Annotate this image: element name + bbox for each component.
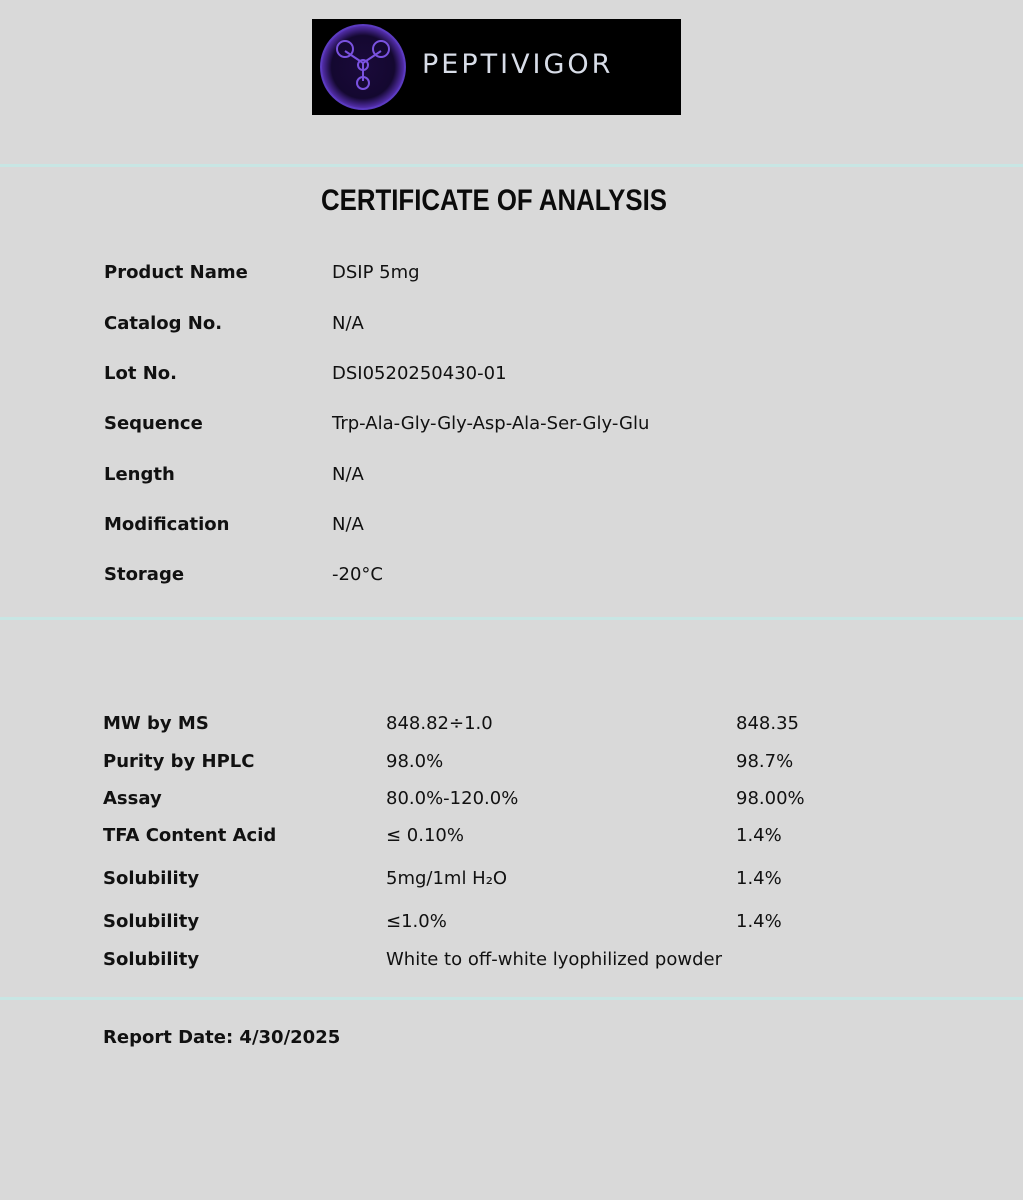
result-value: 1.4% — [736, 825, 782, 846]
result-value: 98.00% — [736, 788, 805, 809]
brand-name: PEPTIVIGOR — [422, 49, 614, 80]
info-label: Sequence — [104, 413, 203, 434]
info-value: N/A — [332, 464, 364, 485]
divider-middle — [0, 617, 1023, 620]
info-value: -20°C — [332, 564, 383, 585]
info-value: N/A — [332, 313, 364, 334]
result-label: MW by MS — [103, 713, 209, 734]
page-title: CERTIFICATE OF ANALYSIS — [321, 184, 667, 217]
result-value: 848.35 — [736, 713, 799, 734]
result-spec: ≤ 0.10% — [386, 825, 464, 846]
report-date: Report Date: 4/30/2025 — [103, 1027, 341, 1048]
info-label: Product Name — [104, 262, 248, 283]
result-spec: 848.82÷1.0 — [386, 713, 493, 734]
result-label: Solubility — [103, 868, 200, 889]
info-value: DSIP 5mg — [332, 262, 420, 283]
result-spec: 98.0% — [386, 751, 444, 772]
company-logo — [312, 19, 681, 115]
result-spec: White to off-white lyophilized powder — [386, 949, 722, 970]
info-label: Modification — [104, 514, 230, 535]
result-label: Solubility — [103, 949, 200, 970]
result-label: Assay — [103, 788, 162, 809]
info-label: Catalog No. — [104, 313, 223, 334]
info-value: Trp-Ala-Gly-Gly-Asp-Ala-Ser-Gly-Glu — [332, 413, 650, 434]
result-label: Solubility — [103, 911, 200, 932]
result-label: Purity by HPLC — [103, 751, 255, 772]
result-value: 1.4% — [736, 868, 782, 889]
info-value: DSI0520250430-01 — [332, 363, 507, 384]
result-spec: 80.0%-120.0% — [386, 788, 519, 809]
divider-bottom — [0, 997, 1023, 1000]
result-spec: ≤1.0% — [386, 911, 447, 932]
result-spec: 5mg/1ml H₂O — [386, 868, 508, 889]
info-label: Length — [104, 464, 175, 485]
info-value: N/A — [332, 514, 364, 535]
divider-top — [0, 164, 1023, 167]
result-value: 1.4% — [736, 911, 782, 932]
result-value: 98.7% — [736, 751, 794, 772]
result-label: TFA Content Acid — [103, 825, 277, 846]
info-label: Lot No. — [104, 363, 177, 384]
info-label: Storage — [104, 564, 185, 585]
